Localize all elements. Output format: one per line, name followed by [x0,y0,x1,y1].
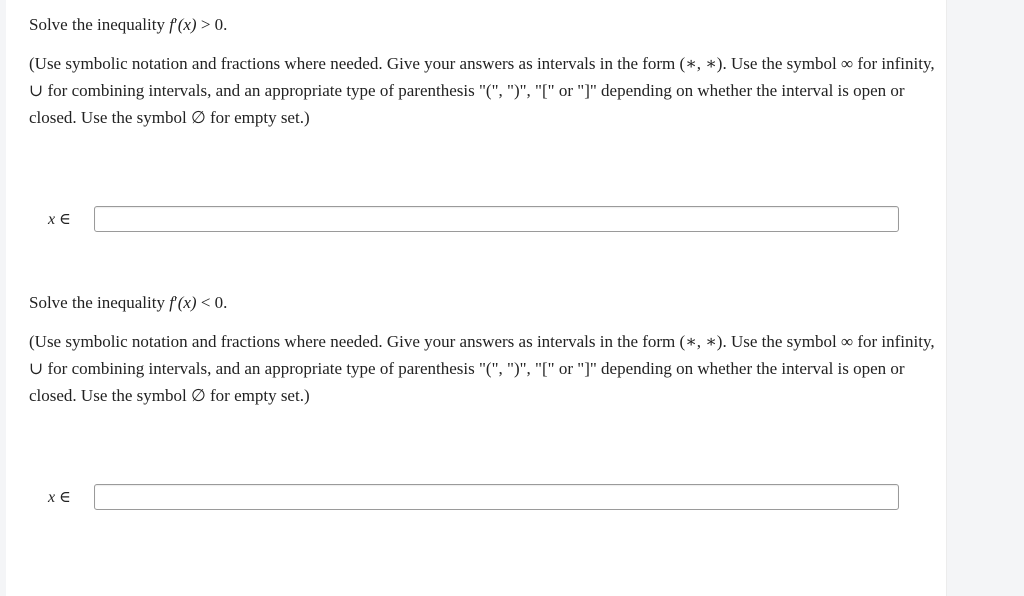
question-2-instructions: (Use symbolic notation and fractions where needed. Give your answers as intervals in the form (∗, ∗). Use the symbol ∞ for infinity, ∪ for combining intervals, and an appropriate type of parenthesis "(", ")", "[" or "]" depending on whether the interval is open or closed. Use the symbol ∅ for empty set.) [29,332,935,405]
math-rhs: 0. [214,15,228,34]
question-1-answer-input[interactable] [94,206,899,232]
question-2-answer-input[interactable] [94,484,899,510]
math-arg: (x) [177,15,197,34]
question-2-answer-label [48,487,71,509]
math-rhs: 0. [214,293,228,312]
element-of-symbol: ∈ [55,489,71,506]
math-operator: < [196,293,215,312]
question-1-prompt [29,14,227,36]
element-of-symbol: ∈ [55,211,71,228]
prompt-text: Solve the inequality [29,293,170,312]
math-arg: (x) [177,293,197,312]
math-prime: ′ [173,15,178,34]
answer-variable: x [48,489,56,506]
prompt-text: Solve the inequality [29,15,170,34]
math-func: f [169,15,174,34]
question-2-prompt [29,292,227,314]
answer-variable: x [48,211,56,228]
math-operator: > [196,15,215,34]
math-func: f [169,293,174,312]
question-1-answer-label [48,209,71,231]
math-prime: ′ [173,293,178,312]
question-1-instructions: (Use symbolic notation and fractions where needed. Give your answers as intervals in the form (∗, ∗). Use the symbol ∞ for infinity, ∪ for combining intervals, and an appropriate type of parenthesis "(", ")", "[" or "]" depending on whether the interval is open or closed. Use the symbol ∅ for empty set.) [29,54,935,127]
right-gutter [946,0,1024,596]
question-panel [6,0,946,596]
